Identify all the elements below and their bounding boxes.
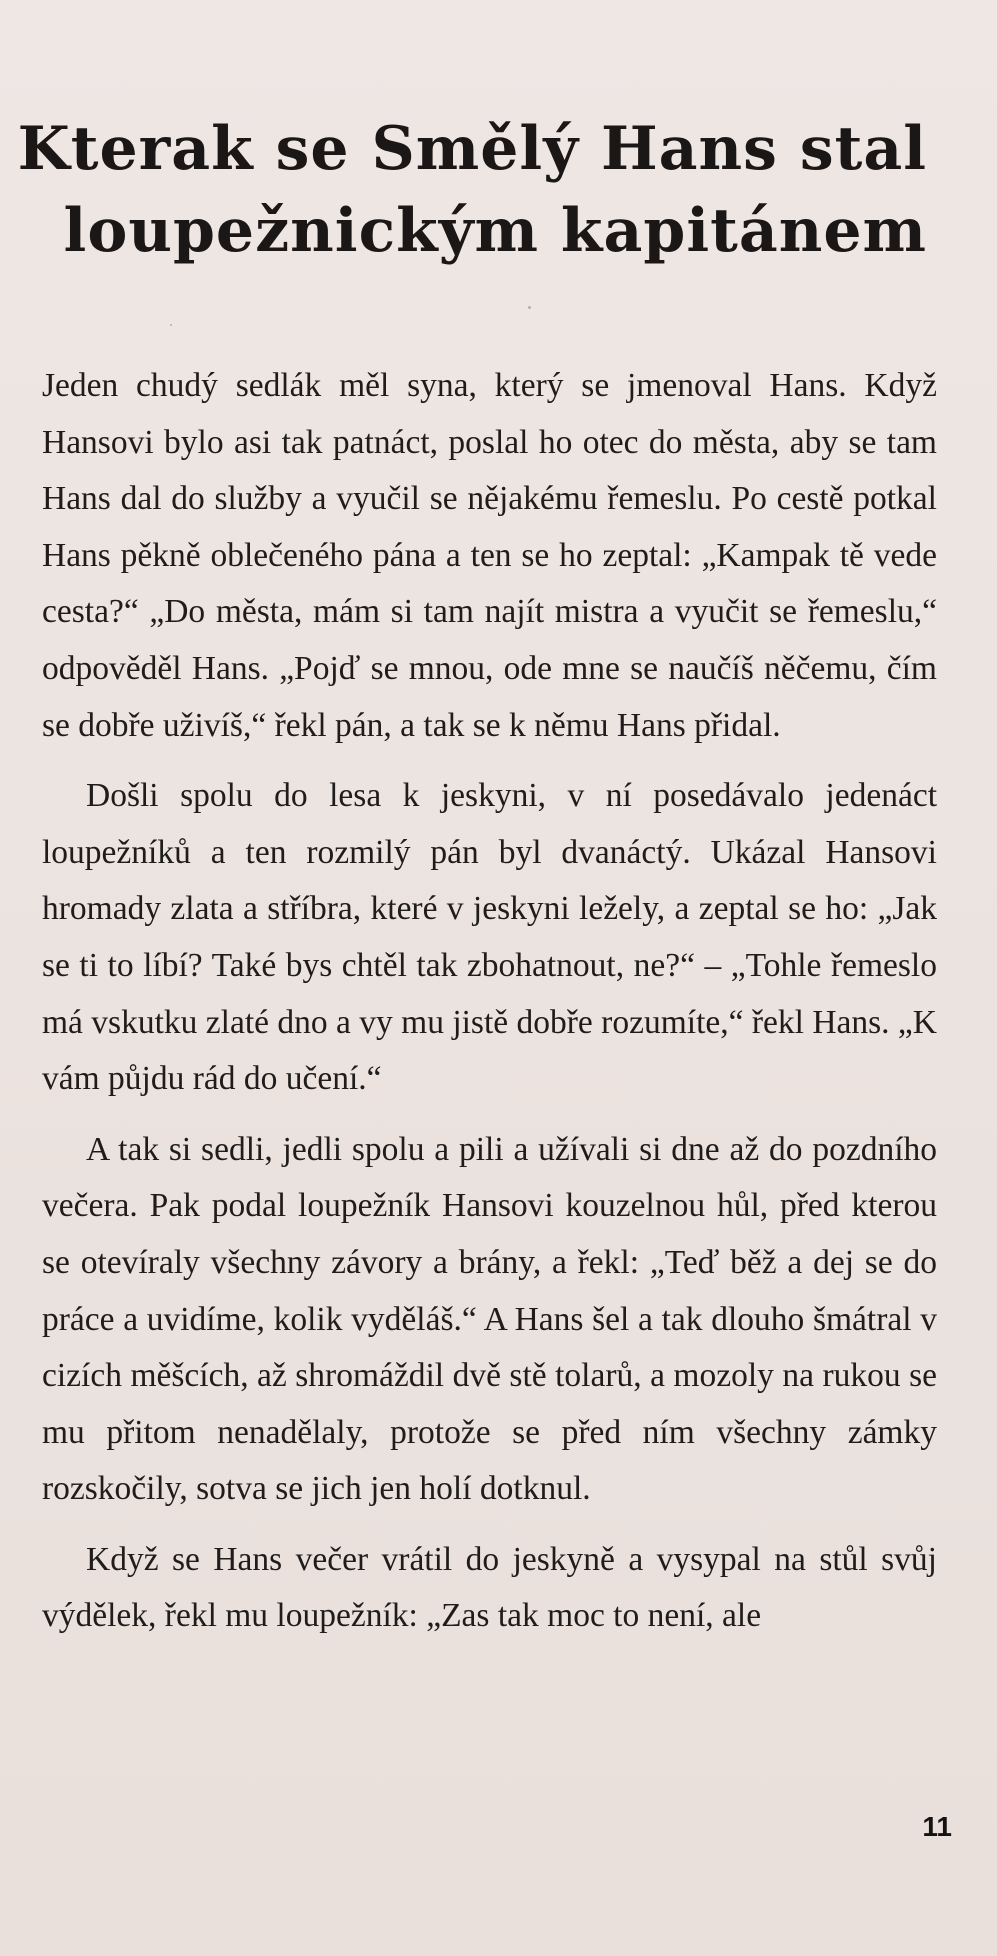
paper-speck (528, 306, 531, 309)
paragraph-4: Když se Hans večer vrátil do jeskyně a vysypal na stůl svůj výdělek, řekl mu loupežník: „Zas tak moc to není, ale (42, 1540, 937, 1635)
paragraph-2: Došli spolu do lesa k jeskyni, v ní posedávalo jedenáct loupežníků a ten rozmilý pán byl dvanáctý. Ukázal Hansovi hromady zlata a stříbra, které v jeskyni ležely, a zeptal se ho: „Jak se ti to líbí? Také bys chtěl tak zbohatnout, ne?“ – „Tohle řemeslo má vskutku zlaté dno a vy mu jistě dobře rozumíte,“ řekl Hans. „K vám půjdu rád do učení.“ (42, 777, 937, 1098)
paragraph-3: A tak si sedli, jedli spolu a pili a užívali si dne až do pozdního večera. Pak podal loupežník Hansovi kouzelnou hůl, před kterou se otevíraly všechny závory a brány, a řekl: „Teď běž a dej se do práce a uvidíme, kolik vyděláš.“ A Hans šel a tak dlouho šmátral v cizích měšcích, až shromáždil dvě stě tolarů, a mozoly na rukou se mu přitom nenadělaly, protože se před ním všechny zámky rozskočily, sotva se jich jen holí dotknul. (42, 1130, 937, 1508)
chapter-title-line-2: loupežnickým kapitánem (63, 196, 927, 266)
body-text (42, 358, 937, 1659)
chapter-title (18, 108, 927, 272)
paper-speck (170, 324, 172, 326)
chapter-title-line-1: Kterak se Smělý Hans stal (17, 114, 927, 184)
page-number: 11 (922, 1811, 952, 1842)
paragraph-1: Jeden chudý sedlák měl syna, který se jmenoval Hans. Když Hansovi bylo asi tak patnáct, poslal ho otec do města, aby se tam Hans dal do služby a vyučil se nějakému řemeslu. Po cestě potkal Hans pěkně oblečeného pána a ten se ho zeptal: „Kampak tě vede cesta?“ „Do města, mám si tam najít mistra a vyučit se řemeslu,“ odpověděl Hans. „Pojď se mnou, ode mne se naučíš něčemu, čím se dobře uživíš,“ řekl pán, a tak se k němu Hans přidal. (42, 367, 937, 744)
